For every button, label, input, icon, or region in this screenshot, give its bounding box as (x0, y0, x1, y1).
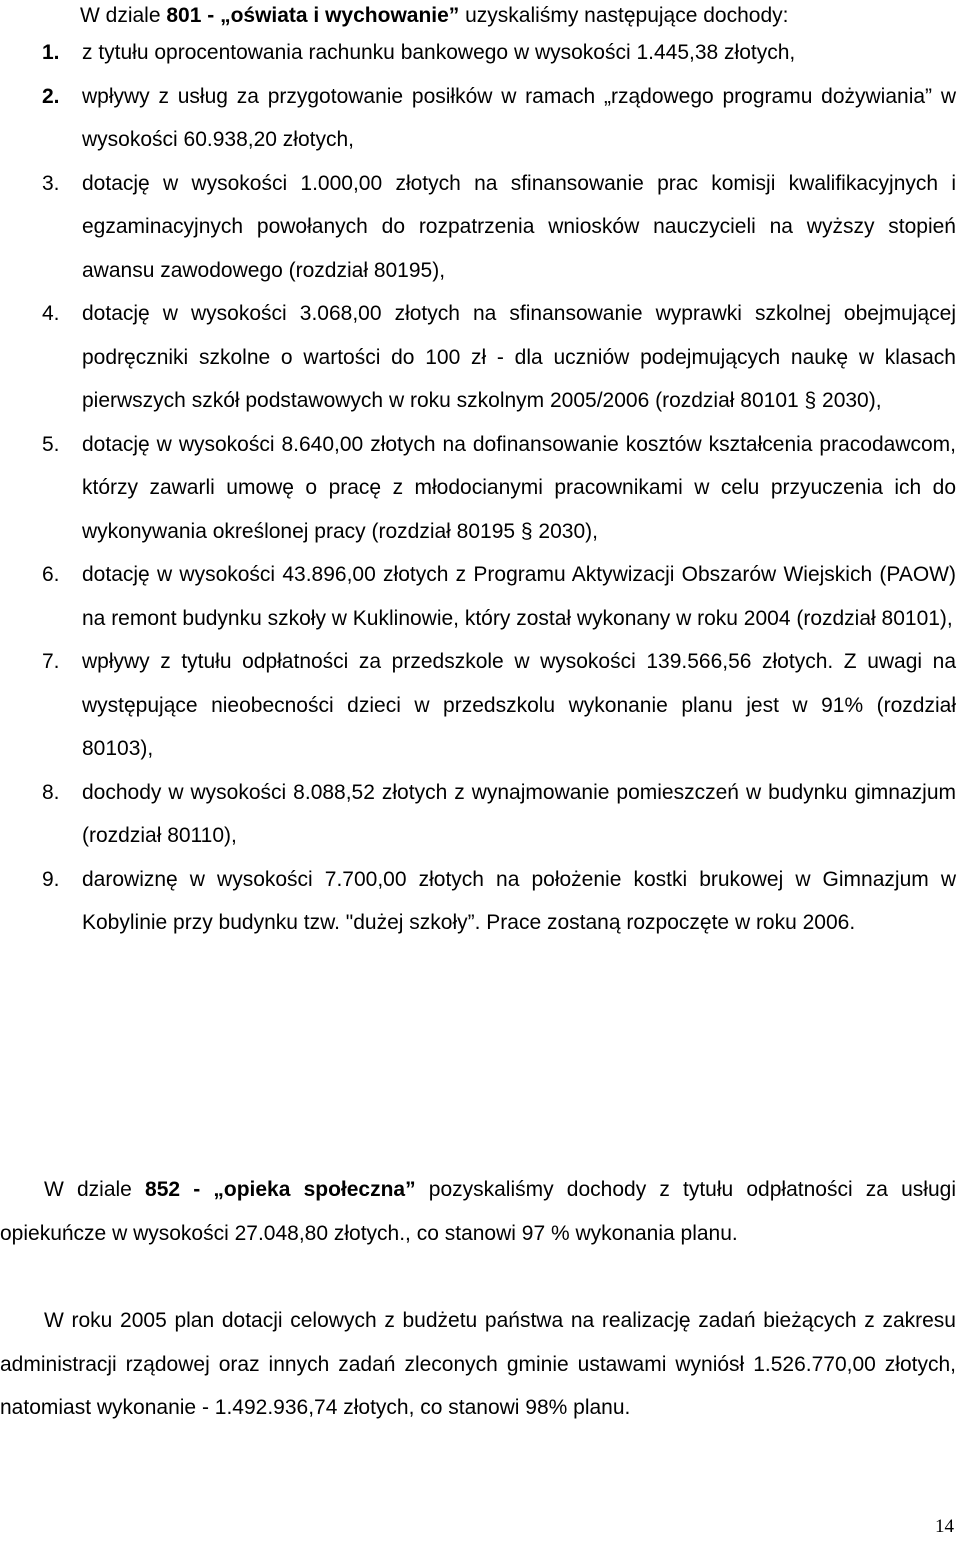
item-text: dotację w wysokości 1.000,00 złotych na sfinansowanie prac komisji kwalifikacyjnych i egzaminacyjnych powołanych do rozpatrzenia wniosków nauczycieli na wyższy stopień awansu zawodowego (rozdział 80195), (82, 171, 956, 282)
item-text: dotację w wysokości 8.640,00 złotych na dofinansowanie kosztów kształcenia pracodawcom, którzy zawarli umowę o pracę z młodocianymi pracownikami w celu przyuczenia ich do wykonywania określonej pracy (rozdział 80195 § 2030), (82, 432, 956, 543)
item-text: z tytułu oprocentowania rachunku bankowego w wysokości 1.445,38 złotych, (82, 41, 796, 64)
item-text: dochody w wysokości 8.088,52 złotych z wynajmowanie pomieszczeń w budynku gimnazjum (rozdział 80110), (82, 780, 956, 847)
section-name: „opieka społeczna” (213, 1178, 416, 1201)
para1-post: pozyskaliśmy dochody z tytułu odpłatności za usługi opiekuńcze w wysokości 27.048,80 złotych., co stanowi 97 % wykonania planu. (0, 1178, 956, 1245)
item-text: wpływy z usług za przygotowanie posiłków w ramach „rządowego programu dożywiania” w wysokości 60.938,20 złotych, (82, 84, 956, 151)
list-item (0, 292, 956, 423)
page-number: 14 (935, 1516, 954, 1537)
income-list (0, 31, 956, 945)
intro-post: uzyskaliśmy następujące dochody: (459, 4, 789, 27)
item-number: 8. (42, 780, 60, 804)
list-item (0, 423, 956, 554)
section-name: „oświata i wychowanie” (220, 4, 460, 27)
item-text: wpływy z tytułu odpłatności za przedszkole w wysokości 139.566,56 złotych. Z uwagi na występujące nieobecności dzieci w przedszkolu wykonanie planu jest w 91% (rozdział 80103), (82, 650, 956, 760)
item-number: 2. (42, 84, 60, 108)
list-item (0, 162, 956, 293)
list-item (0, 553, 956, 640)
para1-pre: W dziale (44, 1178, 146, 1201)
section-852-paragraph (0, 1168, 956, 1255)
item-number: 6. (42, 563, 60, 586)
list-item (0, 75, 956, 162)
section-code: 852 - (145, 1178, 214, 1201)
item-number: 1. (42, 41, 60, 64)
list-item (0, 771, 956, 858)
item-text: dotację w wysokości 43.896,00 złotych z Programu Aktywizacji Obszarów Wiejskich (PAOW) na remont budynku szkoły w Kuklinowie, który został wykonany w roku 2004 (rozdział 80101), (82, 563, 956, 630)
item-text: darowiznę w wysokości 7.700,00 złotych na położenie kostki brukowej w Gimnazjum w Kobylinie przy budynku tzw. "dużej szkoły”. Prace zostaną rozpoczęte w roku 2006. (82, 867, 956, 934)
list-item (0, 640, 956, 771)
item-number: 4. (42, 302, 60, 325)
list-item (0, 31, 956, 75)
item-number: 9. (42, 867, 60, 891)
intro-pre: W dziale (80, 4, 167, 27)
item-number: 3. (42, 171, 60, 195)
list-item (0, 858, 956, 945)
item-text: dotację w wysokości 3.068,00 złotych na sfinansowanie wyprawki szkolnej obejmującej podręczniki szkolne o wartości do 100 zł - dla uczniów podejmujących naukę w klasach pierwszych szkół podstawowych w roku szkolnym 2005/2006 (rozdział 80101 § 2030), (82, 302, 956, 412)
item-number: 7. (42, 650, 60, 673)
grants-paragraph: W roku 2005 plan dotacji celowych z budżetu państwa na realizację zadań bieżących z zakresu administracji rządowej oraz innych zadań zleconych gminie ustawami wyniósł 1.526.770,00 złotych, natomiast wykonanie - 1.492.936,74 złotych, co stanowi 98% planu. (0, 1309, 956, 1419)
section-code: 801 - (166, 4, 221, 27)
item-number: 5. (42, 432, 60, 456)
